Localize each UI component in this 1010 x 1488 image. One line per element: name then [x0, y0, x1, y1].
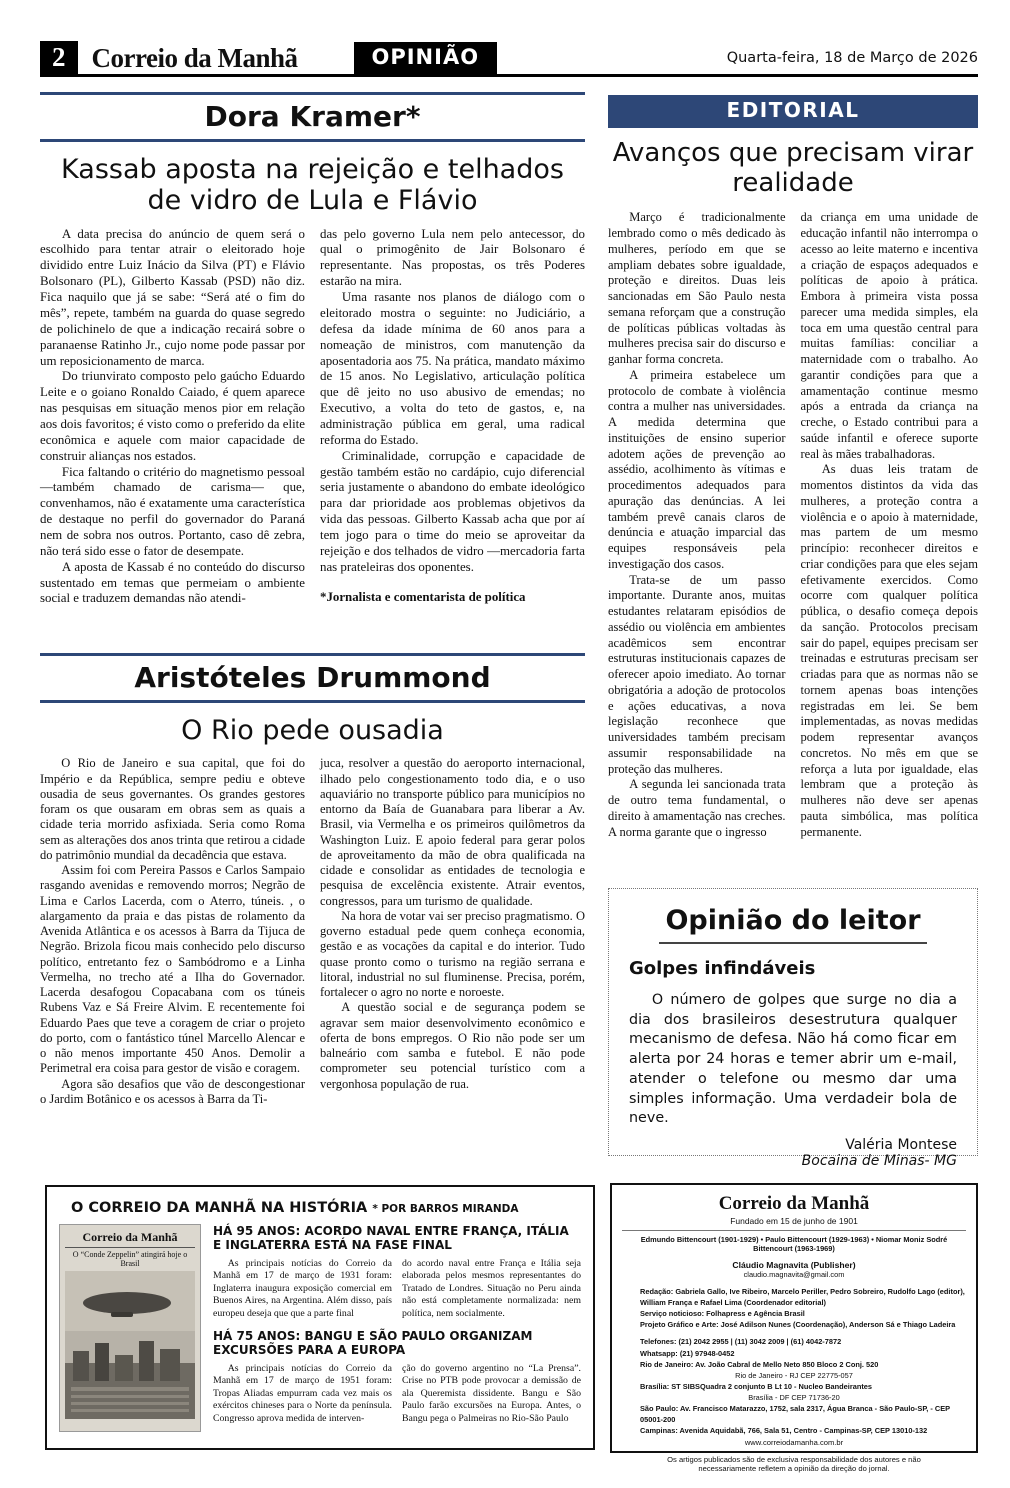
- article-body: [40, 756, 585, 1107]
- header-rule: [40, 74, 978, 77]
- article-headline: O Rio pede ousadia: [181, 715, 444, 746]
- editorial-article: [608, 95, 978, 883]
- masthead-telefones: Telefones: (21) 2042 2955 | (11) 3042 2009 | (61) 4042-7872: [640, 1337, 842, 1347]
- story-body: [213, 1363, 581, 1425]
- paragraph: Na hora de votar vai ser preciso pragmatismo. O governo estadual pede quem conheça economia, gestão e as vocações da capital e do interior. Tudo quase pronto como o turismo na região serrana e litoral, industrial no sul fluminense. Precisa, porém, fortalecer o agro no norte e noroeste.: [320, 908, 585, 1000]
- paragraph: juca, resolver a questão do aeroporto internacional, ilhado pelo congestionamento todo dia, e o uso aquaviário no transporte público para municípios no entorno da Baía de Guanabara para liberar a Av. Brasil, via Vermelha e os primeiros quilômetros da Washington Luiz. E apoio federal para gerar polos de aproveitamento da mão de obra qualificada na cidade e consolidar as entidades de tecnologia e pesquisa de excelência existente. Atrair eventos, congressos, para um turismo de qualidade.: [320, 756, 585, 908]
- article-dora-kramer: [40, 92, 585, 648]
- article-author: Aristóteles Drummond: [134, 661, 491, 694]
- letter-title: Golpes infindáveis: [629, 958, 816, 979]
- section-label: OPINIÃO: [354, 42, 498, 74]
- masthead-redacao: Redação: Gabriela Gallo, Ive Ribeiro, Marcelo Periller, Pedro Sobreiro, Rudolfo Lago (editor), William França e Rafael Lima (Coordenador editorial): [640, 1287, 965, 1308]
- paragraph: Agora são desafios que vão de descongestionar o Jardim Botânico e os acessos à Barra da Ti-: [40, 1076, 305, 1106]
- history-title: O CORREIO DA MANHÃ NA HISTÓRIA: [71, 1200, 368, 1216]
- masthead-website: www.correiodamanha.com.br: [744, 1438, 844, 1448]
- article-author: Dora Kramer*: [204, 100, 421, 133]
- paragraph: A data precisa do anúncio de quem será o escolhido para tentar atrair o eleitorado hoje dividido entre Luiz Inácio da Silva (PT) e Flávio Bolsonaro (PL), Gilberto Kassab (PSD) não diz. Fica naquilo que já se sabe: “Será até o fim do mês”, repete, também na guarda do quase segredo de polichinelo de que a indicação recairá sobre o paranaense Ratinho Jr., cujo nome pode passar por um reposicionamento de marca.: [40, 226, 305, 368]
- history-stories: [213, 1224, 581, 1434]
- history-clipping-image: [59, 1224, 201, 1432]
- masthead-saopaulo: São Paulo: Av. Francisco Matarazzo, 1752, sala 2317, Água Branca - São Paulo-SP, - CEP 05001-200: [640, 1404, 950, 1425]
- article-column-2: [320, 756, 585, 1107]
- divider-rule: [40, 700, 585, 703]
- masthead-founded: Fundado em 15 de junho de 1901: [730, 1216, 858, 1226]
- masthead-founders: Edmundo Bittencourt (1901-1929) • Paulo Bittencourt (1929-1963) • Niomar Moniz Sodré Bittencourt (1963-1969): [622, 1230, 966, 1253]
- article-column-1: [40, 756, 305, 1107]
- article-column-2: [320, 227, 585, 608]
- article-aristoteles-drummond: [40, 653, 585, 1177]
- masthead-disclaimer: Os artigos publicados são de exclusiva responsabilidade dos autores e não necessariamente refletem a opinião da direção do jornal.: [667, 1455, 921, 1474]
- paragraph: A questão social e de segurança podem se agravar sem maior desenvolvimento econômico e oferta de bons empregos. O Rio não pode ser um balneário com samba e futebol. E não pode comprometer seu potencial turístico com a vergonhosa população de rua.: [320, 1000, 585, 1091]
- masthead-publisher: Cláudio Magnavita (Publisher): [732, 1260, 856, 1270]
- story-body: [213, 1258, 581, 1320]
- paragraph: Fica faltando o critério do magnetismo pessoal —também chamado de carisma— que, convenhamos, não é exatamente uma característica de destaque no perfil do governador do Paraná nem de sobra nos outros. Portanto, caso dê zebra, não terá sido esse o fator de desempate.: [40, 464, 305, 558]
- divider-rule: [40, 139, 585, 142]
- editorial-kicker: EDITORIAL: [608, 95, 978, 128]
- paragraph: A segunda lei sancionada trata de outro tema fundamental, o direito à amamentação nas creches. A norma garante que o ingresso: [608, 777, 786, 839]
- paragraph: Do triunvirato composto pelo gaúcho Eduardo Leite e o goiano Ronaldo Caiado, é quem aparece nas pesquisas em situação menos pior em relação aos dois favoritos; é visto como o preferido da elite econômica e aquele com maior capacidade de construir alianças nos estados.: [40, 369, 305, 463]
- paragraph: Uma rasante nos planos de diálogo com o eleitorado mostra o seguinte: no Judiciário, a defesa da idade mínima de 60 anos para a nomeação de ministros, com manutenção da aposentadoria aos 75. Na prática, mandato máximo de 15 anos. No Legislativo, articulação política que dê jeito no uso abusivo de emendas; no Executivo, a volta do teto de gastos, e, na administração pública em geral, uma radical reforma do Estado.: [320, 290, 585, 447]
- top-rule: [40, 92, 585, 95]
- masthead-publisher-email: claudio.magnavita@gmail.com: [743, 1270, 845, 1279]
- masthead-campinas: Campinas: Avenida Aquidabã, 766, Sala 51, Centro - Campinas-SP, CEP 13010-132: [640, 1426, 928, 1436]
- paragraph: As principais notícias do Correio da Manhã em 17 de março de 1931 foram: Inglaterra inaugura exposição comercial em Buenos Aires, na Argentina. Além disso, país europeu deseja que que a parte final: [213, 1257, 392, 1319]
- paragraph: do acordo naval entre França e Itália seja elaborada pelos mesmos representantes do Tratado de Londres. Situação no Peru ainda não está completamente normalizada: nem política, nem socialmente.: [402, 1257, 581, 1319]
- paragraph: O Rio de Janeiro e sua capital, que foi do Império e da República, sempre pediu e obteve ousadia de seus governantes. Os grandes gestores foram os que ousaram em obras sem as quais a cidade teria morrido asfixiada. Seria como Roma sem as alterações dos anos trinta que retirou a cidade do patrimônio mundial da decadência que estava.: [40, 756, 305, 862]
- page-header: [40, 40, 978, 76]
- newspaper-name: Correio da Manhã: [91, 42, 298, 73]
- masthead-box: [610, 1183, 978, 1474]
- article-column-1: [40, 227, 305, 608]
- paragraph: das pelo governo Lula nem pelo antecessor, do qual o primogênito de Jair Bolsonaro é representante. Nas propostas, os três Poderes estarão na mira.: [320, 226, 585, 289]
- masthead-rio: Rio de Janeiro: Av. João Cabral de Mello Neto 850 Bloco 2 Conj. 520: [640, 1359, 879, 1369]
- masthead-rio-cep: Rio de Janeiro - RJ CEP 22775-057: [735, 1370, 853, 1380]
- paragraph: ção do governo argentino no “La Prensa”. Crise no PTB pode provocar a demissão de ala Queremista dissidente. Bangu e São Paulo farão excursões na Europa. Antes, o Bangu pega o Palmeiras no Rio-São Paulo: [402, 1362, 581, 1424]
- author-byline: *Jornalista e comentarista de política: [320, 589, 526, 604]
- paragraph: Trata-se de um passo importante. Durante anos, muitas estudantes relataram episódios de assédio ou violência em ambientes acadêmicos sem encontrar estruturas institucionais capazes de oferecer apoio imediato. Ao tornar obrigatória a adoção de protocolos e ações educativas, a nova legislação reconhece que universidades também precisam assumir responsabilidade na proteção das mulheres.: [608, 572, 786, 776]
- paragraph: A aposta de Kassab é no conteúdo do discurso sustentado em temas que permeiam o ambiente social e traduzem demandas não atendi-: [40, 559, 305, 606]
- masthead-title: Correio da Manhã: [718, 1193, 870, 1214]
- page-number: 2: [40, 41, 78, 76]
- story-heading: HÁ 95 ANOS: ACORDO NAVAL ENTRE FRANÇA, ITÁLIA E INGLATERRA ESTÁ NA FASE FINAL: [213, 1224, 569, 1253]
- paragraph: Assim foi com Pereira Passos e Carlos Sampaio rasgando avenidas e removendo morros; Negrão de Lima e Carlos Lacerda, com o Aterro, túneis. , o alargamento da praia e das pistas de rolamento da Avenida Atlântica e os acessos à Barra da Tijuca de Negrão. Brizola ficou mais conhecido pelo discurso político, entretanto fez o Sambódromo e a Linha Vermelha, no trecho até a Ilha do Governador. Lacerda desafogou Copacabana com os túneis Rubens Vaz e Sá Freire Alvim. E recentemente foi Eduardo Paes que teve a coragem de criar o projeto do porto, com o fantástico túnel Marcello Alencar e o não menos importante 450 Anos. Demolir a Perimetral era coisa para gestor de visão e coragem.: [40, 863, 305, 1076]
- editorial-column-1: [608, 210, 786, 840]
- history-title-row: [59, 1197, 581, 1216]
- masthead-projeto: Projeto Gráfico e Arte: José Adilson Nunes (Coordenação), Anderson Sá e Thiago Ladeira: [640, 1320, 956, 1330]
- story-heading: HÁ 75 ANOS: BANGU E SÃO PAULO ORGANIZAM EXCURSÕES PARA A EUROPA: [213, 1328, 533, 1358]
- paragraph: As duas leis tratam de momentos distintos da vida das mulheres, a proteção contra a violência e o apoio à maternidade, mas partem de um mesmo princípio: reconhecer direitos e criar condições para que eles sejam efetivamente exercidos. Como ocorre com qualquer política pública, o desafio começa depois da sanção. Protocolos precisam sair do papel, equipes precisam ser treinadas e estruturas precisam ser criadas para que as normas não se tornem apenas boas intenções registradas em lei. Se bem implementadas, as novas medidas podem representar avanços concretos. No mês em que se reforça a luta por igualdade, elas lembram que a proteção às mulheres não deve ser apenas pauta simbólica, mas política permanente.: [800, 462, 978, 839]
- clipping-masthead: Correio da Manhã: [65, 1230, 195, 1248]
- paragraph: A primeira estabelece um protocolo de combate à violência contra a mulher nas universidades. A medida determina que instituições de ensino superior adotem ações de prevenção ao assédio, acolhimento às vítimas e procedimentos adequados para apuração das denúncias. A lei também prevê canais claros de denúncia e atuação imparcial das equipes responsáveis pela investigação dos casos.: [608, 367, 786, 571]
- editorial-column-2: [801, 210, 979, 840]
- masthead-brasilia-cep: Brasília - DF CEP 71736-20: [748, 1392, 840, 1402]
- masthead-brasilia: Brasília: ST SIBSQuadra 2 conjunto B Lt 10 - Nucleo Bandeirantes: [640, 1381, 873, 1391]
- masthead-servico: Serviço noticioso: Folhapress e Agência Brasil: [640, 1309, 805, 1319]
- clipping-headline: O “Conde Zeppelin” atingirá hoje o Brasil: [72, 1250, 188, 1268]
- reader-opinion-box: [608, 888, 978, 1170]
- masthead-whatsapp: Whatsapp: (21) 97948-0452: [640, 1348, 735, 1358]
- article-body: [40, 227, 585, 608]
- letter-body: O número de golpes que surge no dia a dia dos brasileiros desestrutura qualquer mecanismo de defesa. Não há como ficar em alerta por 24 horas e temer abrir um e-mail, atender o telefone ou mesmo dar uma simples informação. Uma verdadeir bola de neve.: [629, 992, 957, 1127]
- paragraph: da criança em uma unidade de educação infantil não interrompa o acesso ao leite materno e incentiva a criação de espaços adequados e políticas de apoio à prática. Embora à primeira vista possa parecer uma medida simples, ela toca em uma questão central para muitas famílias: conciliar a maternidade com o trabalho. Ao garantir condições para que a amamentação continue mesmo após a entrada da criança na creche, o Estado contribui para a saúde infantil e oferece suporte real às mães trabalhadoras.: [800, 210, 978, 461]
- editorial-headline: Avanços que precisam virar realidade: [612, 138, 974, 199]
- article-headline: Kassab aposta na rejeição e telhados de vidro de Lula e Flávio: [61, 154, 564, 217]
- title-underline: [659, 942, 928, 944]
- paragraph: As principais notícias do Correio da Manhã em 17 de março de 1951 foram: Tropas Aliadas empurram cada vez mais os exércitos chineses para o Norte da península. Congresso aprova medida de interven-: [213, 1362, 392, 1424]
- zeppelin-photo: [65, 1271, 195, 1419]
- edition-date: Quarta-feira, 18 de Março de 2026: [726, 50, 978, 66]
- letter-author: Valéria Montese: [845, 1137, 957, 1154]
- top-rule: [40, 653, 585, 656]
- paragraph: Criminalidade, corrupção e capacidade de gestão também estão no cardápio, cujo diferencial seria justamente o abandono do embate ideológico para dar prioridade aos problemas objetivos da vida das pessoas. Gilberto Kassab acha que por aí tem jogo para o time do meio se aproveitar da rejeição e dos telhados de vidro —mercadoria farta nas prateleiras dos oponentes.: [320, 448, 585, 574]
- history-box: [45, 1185, 595, 1450]
- paragraph: Março é tradicionalmente lembrado como o mês dedicado às mulheres, período em que se ampliam debates sobre igualdade, proteção e direitos. Duas leis sancionadas em São Paulo nesta semana reforçam que a construção de políticas públicas voltadas às mulheres precisa sair do discurso e ganhar forma concreta.: [608, 210, 786, 367]
- reader-box-title: Opinião do leitor: [665, 905, 921, 936]
- letter-location: Bocaina de Minas- MG: [801, 1153, 957, 1170]
- editorial-body: [608, 210, 978, 840]
- history-byline: * POR BARROS MIRANDA: [372, 1203, 519, 1215]
